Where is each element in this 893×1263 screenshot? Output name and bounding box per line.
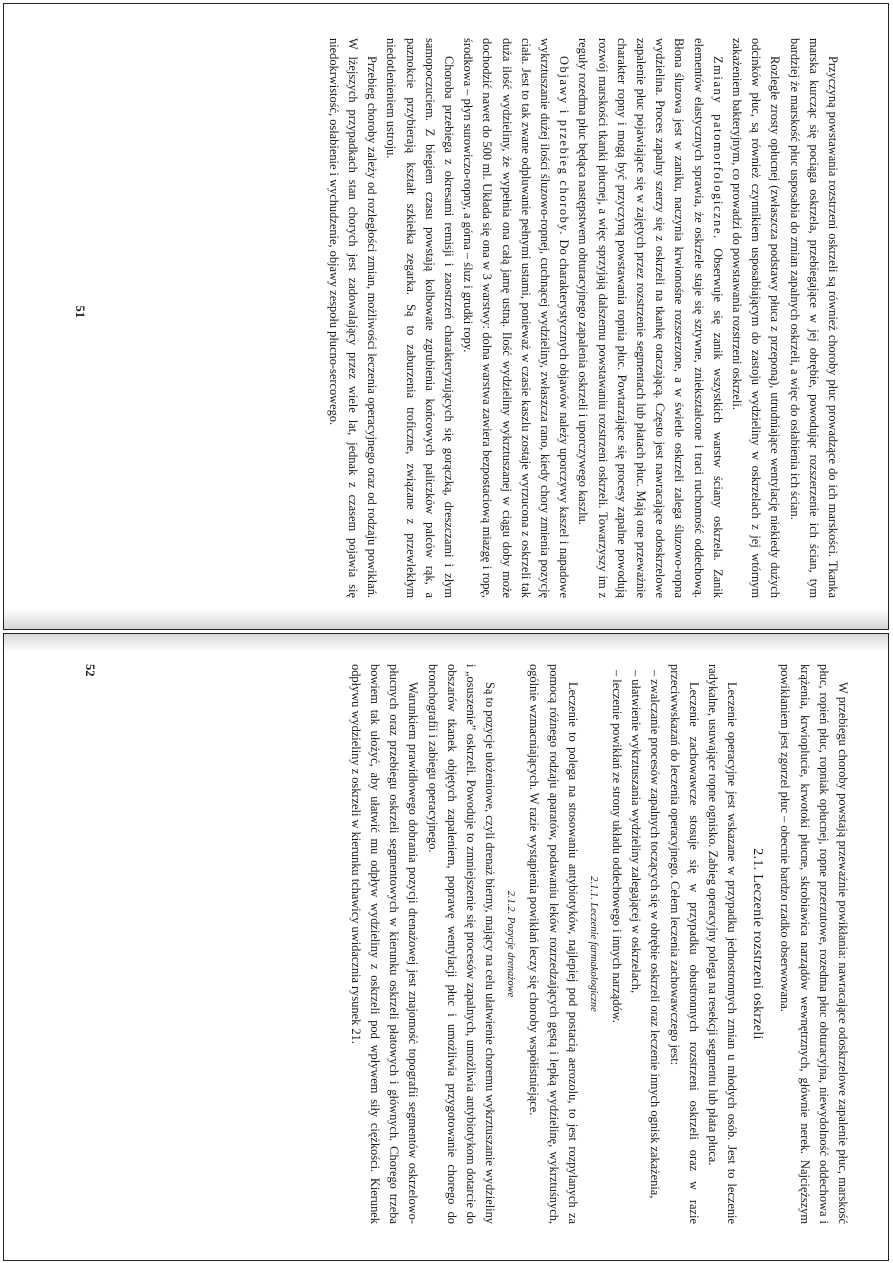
paragraph: W przebiegu choroby powstają przeważnie powikłania: nawracające odoskrzelowe zapalenie płuc, marskość płuc, ropień płuc, ropniak opłucnej, ropne przerzutowe, rozedma płuc obturacyjna, niewydolność oddechowa i krążenia, krwioplucie, krwotoki płucne, skrobiawica narządów wewnętrznych, głównie nerek. Najcięższym powikłaniem jest zgorzel płuc – obecnie bardzo rzadko obserwowana.: [778, 664, 850, 1224]
paragraph: Przyczyną powstawania rozstrzeni oskrzeli są również choroby płuc prowadzące do ich marskości. Tkanka marska kurcząc się pociąga oskrzela, przebiegające w jej obrębie, powodując rozszerzenie ich ścian, tym bardziej że marskość płuc usposabia do zmian zapalnych oskrzeli, a więc do osłabienia ich ścian.: [787, 38, 840, 598]
paragraph: Leczenie operacyjne jest wskazane w przypadku jednostronnych zmian u młodych osób. Jest to leczenie radykalne, usuwające ropne ognisko. Zabieg operacyjny polega na resekcji segmentu lub płata płuca.: [705, 664, 740, 1224]
paragraph: Warunkiem prawidłowego dobrania pozycji drenażowej jest znajomość topografii segmentów oskrzelowo-płucnych oraz przebiegu oskrzeli segmentowych w kierunku oskrzeli płatowych i głównych. Chorego trzeba bowiem tak ułożyć, aby ułatwić mu odpływ wydzieliny z oskrzeli pod wpływem siły ciężkości. Kierunek odpływu wydzieliny z oskrzeli w kierunku tchawicy uwidacznia rysunek 21.: [348, 664, 421, 1224]
gutter-shadow: [4, 634, 888, 652]
paragraph: [458, 38, 573, 598]
book-page-51: [3, 3, 889, 630]
page-number: 51: [73, 305, 87, 318]
list-item: – zwalczanie procesów zapalnych toczących się w obrębie oskrzeli oraz leczenie innych ognisk zakażenia,: [648, 670, 663, 1199]
subsection-heading: 2.1.2. Pozycje drenażowe: [505, 890, 517, 998]
paragraph-body: Do charakterystycznych objawów należy uporczywy kaszel i napadowe wykrztuszanie dużej ilości śluzowo-ropnej, cuchnącej wydzieliny, zwłaszcza rano, kiedy chory zmienia pozycję ciała. Jest to tak zwane odpluwanie pełnymi ustami, ponieważ w czasie kaszlu zostaje wyrzucona z oskrzeli tak duża ilość wydzieliny, że wypełnia ona całą jamę ustną. Ilość wydzieliny wykrztuszanej w ciągu doby może dochodzić nawet do 500 ml. Układa się ona w 3 warstwy: dolna warstwa zawiera bezpostaciową miazgę i ropę, środkowa – płyn surowiczo-ropny, a górna – śluz i grudki ropy.: [461, 38, 572, 598]
section-heading: 2.1. Leczenie rozstrzeni oskrzeli: [750, 848, 766, 1040]
spaced-lead-in: Objawy i przebieg choroby.: [557, 56, 572, 237]
list-item: – leczenie powikłań ze strony układu oddechowego i innych narządów.: [609, 670, 624, 1023]
book-page-52: [3, 633, 889, 1261]
page-51-rotated-text: [73, 38, 842, 598]
paragraph: Leczenie to polega na stosowaniu antybiotyków, najlepiej pod postacią aerozolu, to jest rozpylanych za pomocą różnego rodzaju aparatów, podawaniu leków rozrzedzających gęstą i lepką wydzielinę, wykrztuśnych, ogólnie wzmacniających. W razie wystąpienia powikłań leczy się choroby współistniejące.: [527, 664, 580, 1224]
gutter-shadow: [4, 609, 888, 629]
paragraph-body: Obserwuje się zanik wszystkich warstw ściany oskrzela. Zanik elementów elastycznych sprawia, że oskrzele staje się sztywne, zniekształcone i traci ruchomość oddechową. Błona śluzowa jest w zaniku, naczynia krwionośne rozszerzone, a w świetle oskrzeli zalega śluzowo-ropna wydzielina. Proces zapalny szerzy się z oskrzeli na tkankę otaczającą. Często jest nawracające odoskrzelowe zapalenie płuc pojawiające się w zajętych przez rozstrzenie segmentach lub płatach płuc. Mają one przeważnie charakter ropny i mogą być przyczyną powstawania ropnia płuc. Powtarzające się procesy zapalne powodują rozwój marskości tkanki płucnej, a więc sprzyjają dalszemu powstawaniu rozstrzeni oskrzeli. Towarzyszy im z reguły rozedma płuc będąca następstwem obturacyjnego zapalenia oskrzeli i uporczywego kaszlu.: [576, 38, 725, 598]
paragraph: Są to pozycje ułożeniowe, czyli drenaż bierny, mający na celu ułatwienie choremu wykrztuszanie wydzieliny i „osuszenie” oskrzeli. Powoduje to zmniejszenie się procesów zapalnych, umożliwia antybiotykom dotarcie do obszarów tkanek objętych zapaleniem, poprawę wentylacji płuc i umożliwia przygotowanie chorego do bronchografii i zabiegu operacyjnego.: [425, 664, 498, 1224]
paragraph: Choroba przebiega z okresami remisji i zaostrzeń charakteryzujących się gorączką, dreszczami i złym samopoczuciem. Z biegiem czasu powstają kolbowate zgrubienia końcowych paliczków palców rąk, a paznokcie przybierają kształt szkiełka zegarka. Są to zaburzenia troficzne, związane z przewlekłym niedotlenieniem ustroju.: [384, 38, 456, 598]
paragraph: [573, 38, 727, 598]
paragraph: Przebieg choroby zależy od rozległości zmian, możliwości leczenia operacyjnego oraz od rodzaju powikłań. W lżejszych przypadkach stan chorych jest zadowalający przez wiele lat, jednak z czasem pojawia się niedokrwistość, osłabienie i wychudzenie, objawy zespołu płucno-sercowego.: [326, 38, 380, 598]
page-number: 52: [83, 664, 97, 677]
list-item: – ułatwienie wykrztuszania wydzieliny zalegającej w oskrzelach,: [629, 670, 644, 994]
spaced-lead-in: Zmiany patomorfologiczne.: [710, 56, 725, 240]
subsection-heading: 2.1.1. Leczenie farmakologiczne: [587, 876, 599, 1012]
paragraph: Rozległe zrosty opłucnej (zwłaszcza podstawy płuca z przeponą), utrudniające wentylację niekiedy dużych odcinków płuc, są również czynnikiem usposabiającym do zastoju wydzieliny w oskrzelach z jej wtórnym zakażeniem bakteryjnym, co prowadzi do powstawania rozstrzeni oskrzeli.: [729, 38, 783, 598]
paragraph: Leczenie zachowawcze stosuje się w przypadku obustronnych rozstrzeni oskrzeli oraz w razie przeciwwskazań do leczenia operacyjnego. Celem leczenia zachowawczego jest:: [667, 664, 701, 1224]
page-52-rotated-text: [83, 664, 852, 1224]
